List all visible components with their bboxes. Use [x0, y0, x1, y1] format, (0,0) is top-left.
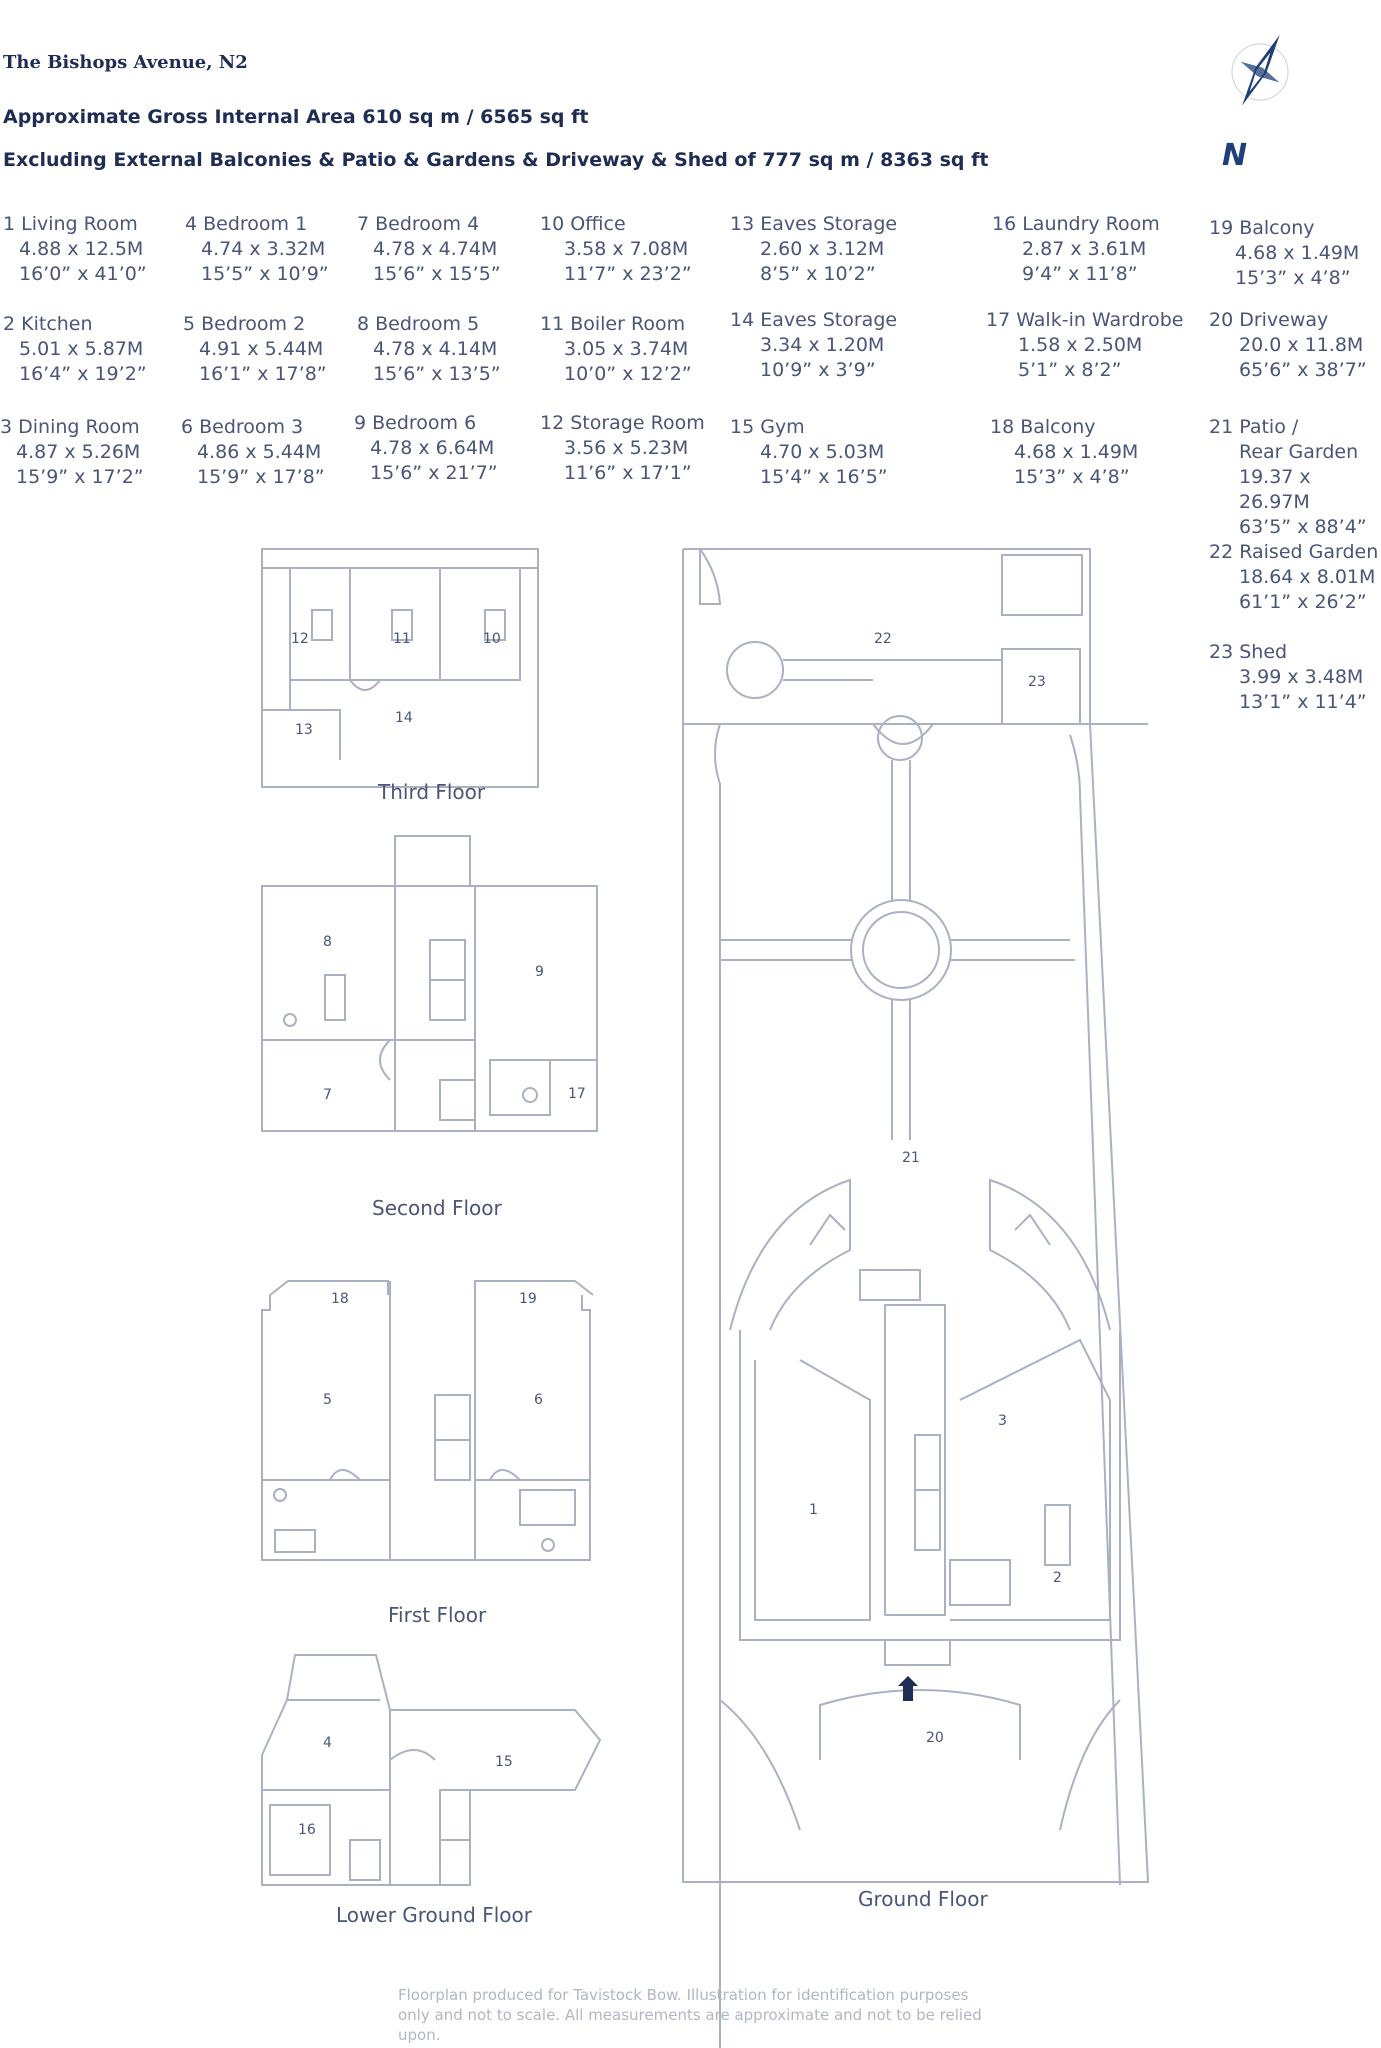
room-entry: 16 Laundry Room 2.87 x 3.61M 9’4” x 11’8” [992, 213, 1160, 285]
plan-label: 22 [874, 631, 892, 647]
room-entry: 15 Gym 4.70 x 5.03M 15’4” x 16’5” [730, 416, 888, 488]
second-floor-label: Second Floor [372, 1196, 502, 1220]
room-entry: 10 Office 3.58 x 7.08M 11’7” x 23’2” [540, 213, 692, 285]
plan-label: 21 [902, 1150, 920, 1166]
room-entry: 19 Balcony 4.68 x 1.49M 15’3” x 4’8” [1209, 217, 1360, 289]
room-entry: 1 Living Room 4.88 x 12.5M 16’0” x 41’0” [3, 213, 147, 285]
entrance-arrow-icon [898, 1676, 918, 1701]
plan-label: 4 [323, 1735, 332, 1751]
page-title: The Bishops Avenue, N2 [3, 52, 248, 73]
second-floor-plan [262, 836, 597, 1131]
third-floor-label: Third Floor [378, 780, 486, 804]
room-entry: 18 Balcony 4.68 x 1.49M 15’3” x 4’8” [990, 416, 1139, 488]
room-entry: 20 Driveway 20.0 x 11.8M 65’6” x 38’7” [1209, 309, 1367, 381]
plan-label: 11 [393, 631, 411, 647]
room-entry: 4 Bedroom 1 4.74 x 3.32M 15’5” x 10’9” [185, 213, 329, 285]
third-floor-plan [262, 549, 538, 787]
plan-label: 10 [483, 631, 501, 647]
lower-ground-floor-plan [262, 1655, 600, 1885]
room-entry: 13 Eaves Storage 2.60 x 3.12M 8’5” x 10’2” [730, 213, 898, 285]
lower-ground-floor-label: Lower Ground Floor [336, 1903, 532, 1927]
disclaimer-text: Floorplan produced for Tavistock Bow. Illustration for identification purposes only and not to scale. All measurements are approximate and not to be relied upon. [398, 1986, 982, 2044]
first-floor-label: First Floor [388, 1603, 487, 1627]
plan-label: 12 [291, 631, 309, 647]
plan-label: 17 [568, 1086, 586, 1102]
room-entry: 2 Kitchen 5.01 x 5.87M 16’4” x 19’2” [3, 313, 147, 385]
plan-label: 20 [926, 1730, 944, 1746]
room-entry: 6 Bedroom 3 4.86 x 5.44M 15’9” x 17’8” [181, 416, 325, 488]
compass-label: N [1222, 138, 1248, 170]
ground-floor-site-plan [683, 549, 1148, 2048]
room-entry: 8 Bedroom 5 4.78 x 4.14M 15’6” x 13’5” [357, 313, 501, 385]
plan-label: 14 [395, 710, 413, 726]
room-entry: 11 Boiler Room 3.05 x 3.74M 10’0” x 12’2” [540, 313, 692, 385]
plan-label: 15 [495, 1754, 513, 1770]
plan-label: 19 [519, 1291, 537, 1307]
plan-label: 13 [295, 722, 313, 738]
room-entry: 22 Raised Garden 18.64 x 8.01M 61’1” x 26’2” [1209, 541, 1379, 613]
room-entry: 3 Dining Room 4.87 x 5.26M 15’9” x 17’2” [0, 416, 144, 488]
room-entry: 21 Patio / Rear Garden 19.37 x 26.97M 63’5” x 88’4” [1209, 416, 1367, 538]
plan-label: 7 [323, 1087, 332, 1103]
plan-label: 3 [998, 1413, 1007, 1429]
room-entry: 7 Bedroom 4 4.78 x 4.74M 15’6” x 15’5” [357, 213, 501, 285]
ground-floor-label: Ground Floor [858, 1887, 988, 1911]
plan-label: 18 [331, 1291, 349, 1307]
plan-label: 9 [535, 964, 544, 980]
plan-label: 23 [1028, 674, 1046, 690]
exclusion-line: Excluding External Balconies & Patio & Gardens & Driveway & Shed of 777 sq m / 8363 sq ft [3, 149, 989, 171]
gross-area-line: Approximate Gross Internal Area 610 sq m / 6565 sq ft [3, 106, 589, 128]
plan-label: 2 [1053, 1570, 1062, 1586]
room-entry: 17 Walk-in Wardrobe 1.58 x 2.50M 5’1” x 8’2” [986, 309, 1184, 381]
room-entry: 23 Shed 3.99 x 3.48M 13’1” x 11’4” [1209, 641, 1367, 713]
room-entry: 14 Eaves Storage 3.34 x 1.20M 10’9” x 3’9” [730, 309, 898, 381]
room-entry: 5 Bedroom 2 4.91 x 5.44M 16’1” x 17’8” [183, 313, 327, 385]
plan-label: 6 [534, 1392, 543, 1408]
plan-label: 1 [809, 1502, 818, 1518]
plan-label: 16 [298, 1822, 316, 1838]
room-entry: 9 Bedroom 6 4.78 x 6.64M 15’6” x 21’7” [354, 412, 498, 484]
room-entry: 12 Storage Room 3.56 x 5.23M 11’6” x 17’1” [540, 412, 705, 484]
plan-label: 8 [323, 934, 332, 950]
plan-label: 5 [323, 1392, 332, 1408]
first-floor-plan [262, 1281, 593, 1560]
